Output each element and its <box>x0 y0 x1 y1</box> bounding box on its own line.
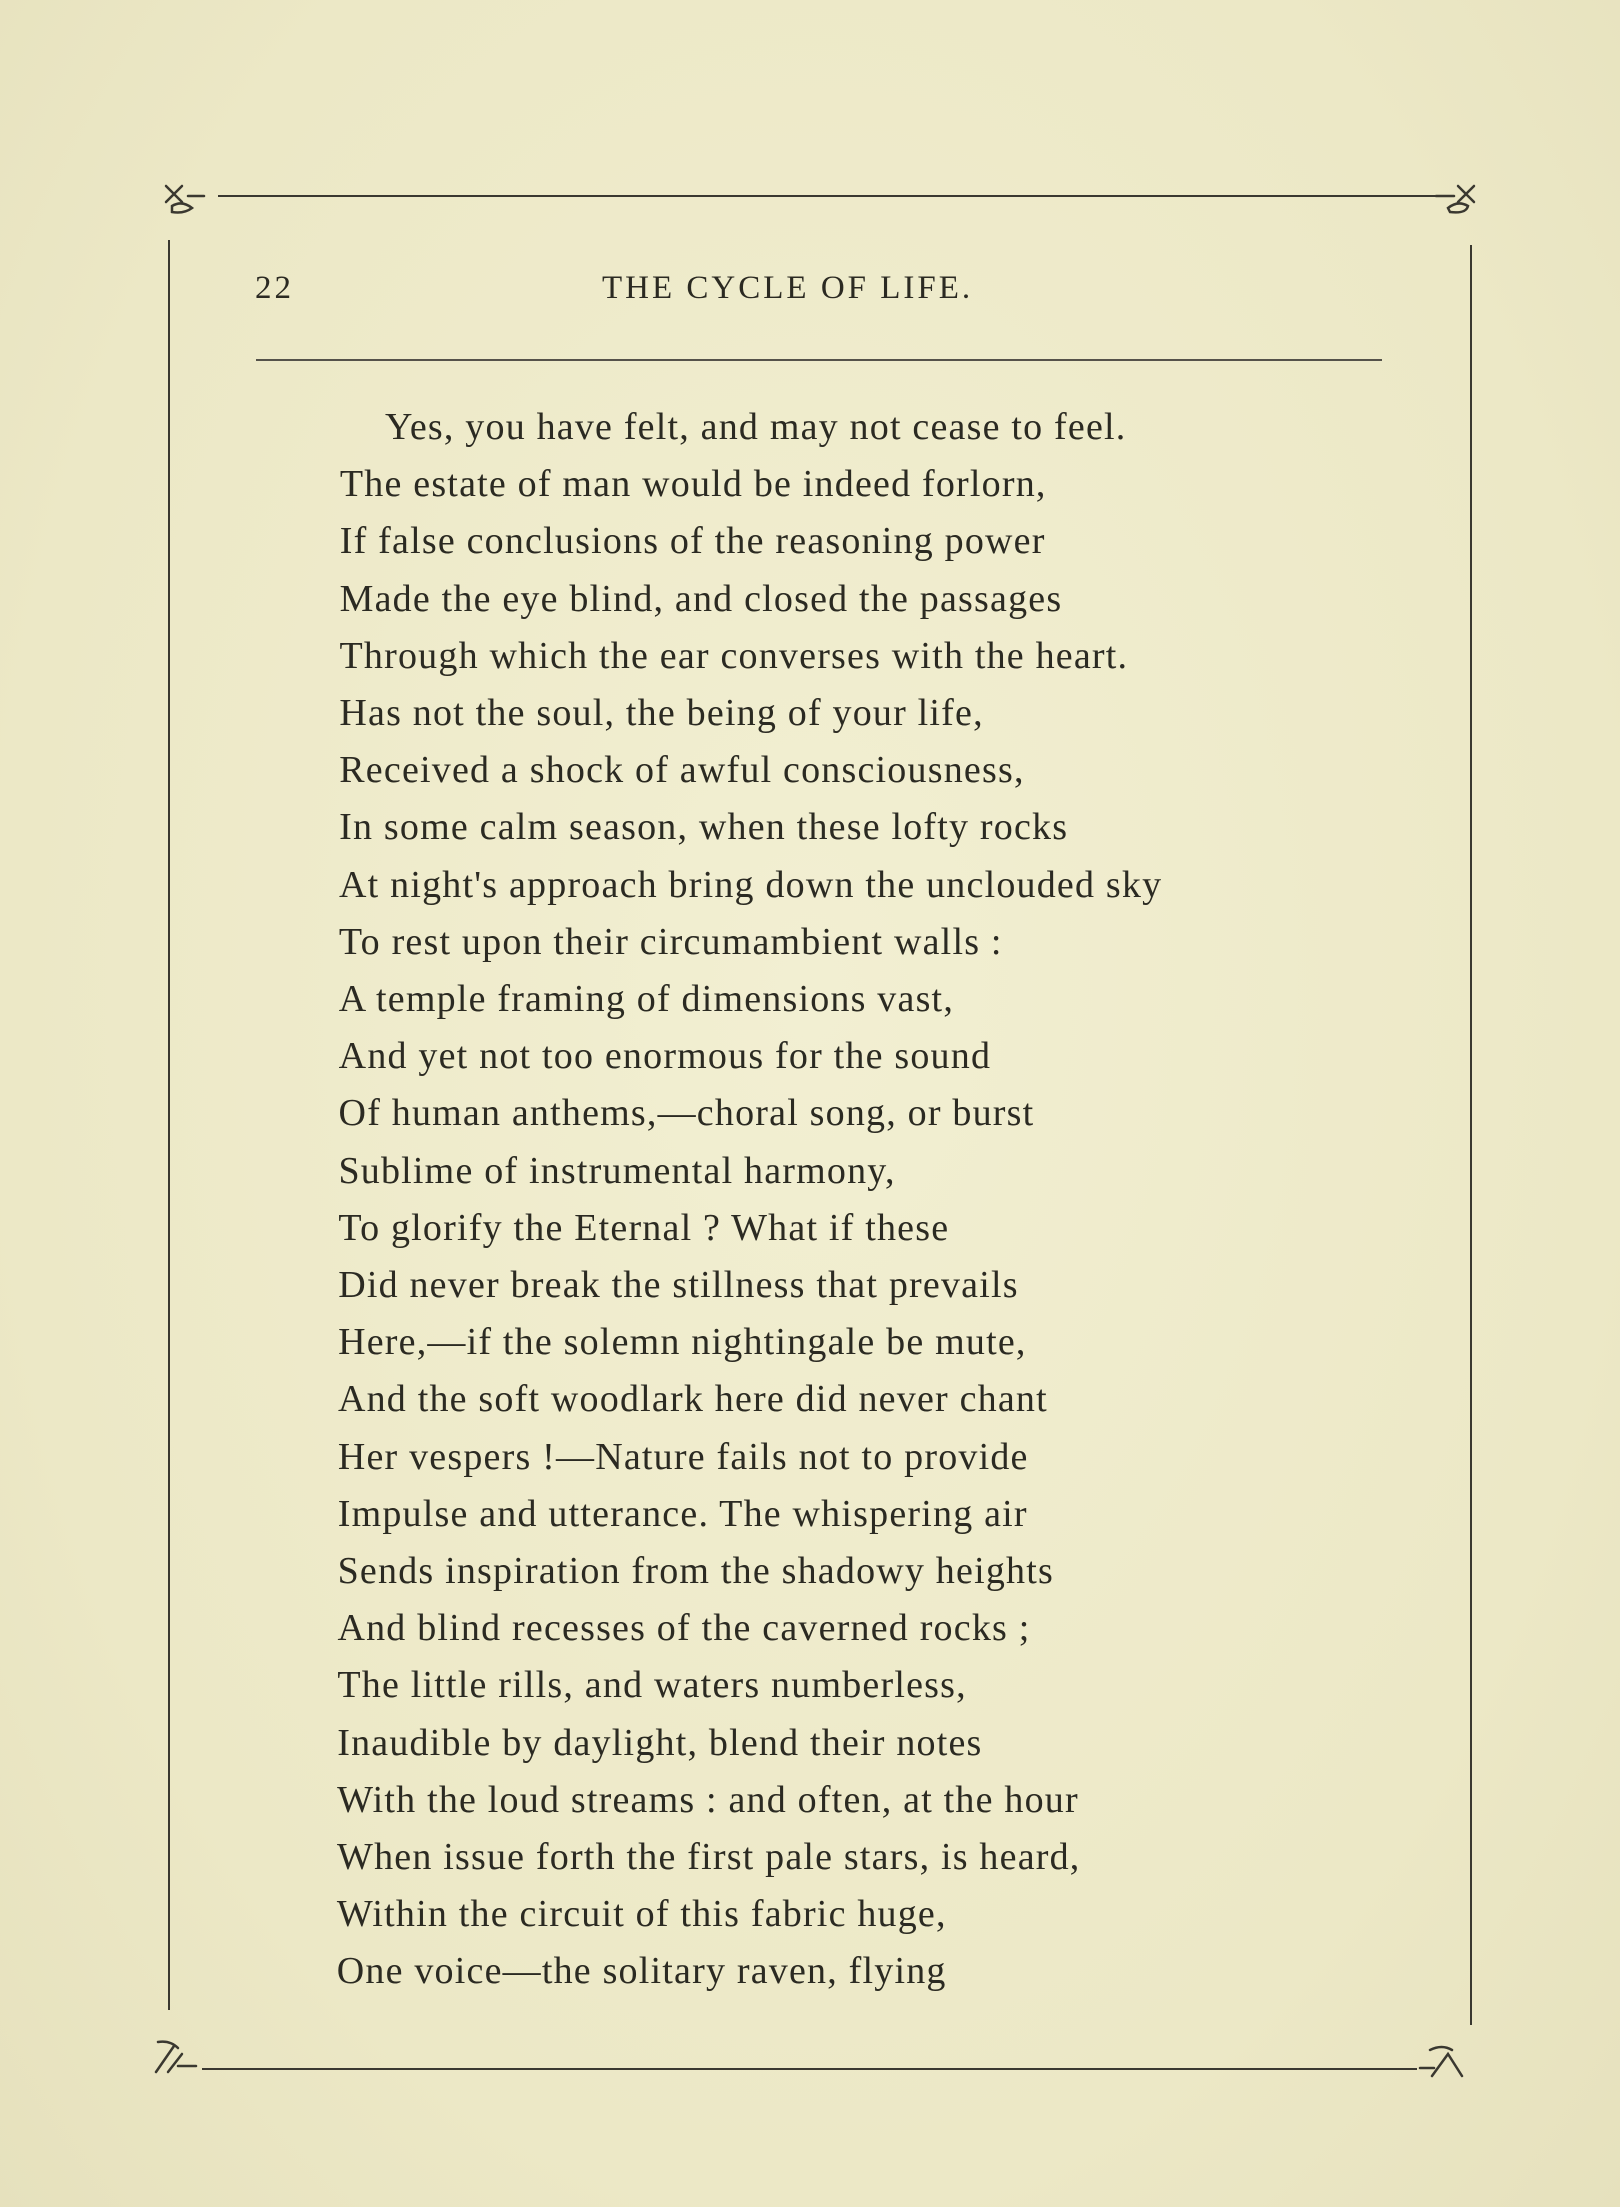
poem-line: Did never break the stillness that prevails <box>338 1264 1019 1306</box>
poem-line: The estate of man would be indeed forlorn, <box>339 463 1047 506</box>
corner-ornament-icon <box>1418 2036 1468 2086</box>
frame-top-rule <box>218 195 1435 197</box>
running-head <box>0 270 1620 320</box>
poem-line: Her vespers !—Nature fails not to provide <box>337 1435 1029 1478</box>
poem-line: Through which the ear converses with the heart. <box>339 634 1129 677</box>
poem-line: With the loud streams : and often, at the hour <box>337 1778 1079 1821</box>
frame-bottom-rule <box>202 2068 1417 2070</box>
poem-line: One voice—the solitary raven, flying <box>336 1950 947 1993</box>
running-title: THE CYCLE OF LIFE. <box>602 270 974 306</box>
poem-line: Impulse and utterance. The whispering air <box>337 1492 1028 1535</box>
corner-ornament-icon <box>148 2032 198 2082</box>
corner-ornament-icon <box>1432 176 1482 226</box>
poem-line: When issue forth the first pale stars, is heard, <box>337 1836 1081 1878</box>
poem-line: Made the eye blind, and closed the passages <box>339 577 1063 620</box>
poem-line: Of human anthems,—choral song, or burst <box>338 1092 1035 1135</box>
poem-line: Here,—if the solemn nightingale be mute, <box>338 1321 1027 1364</box>
poem-line: And the soft woodlark here did never chant <box>337 1378 1048 1421</box>
poem-line: In some calm season, when these lofty rocks <box>339 806 1069 849</box>
poem-line: And yet not too enormous for the sound <box>338 1035 992 1078</box>
poem-line: Inaudible by daylight, blend their notes <box>337 1721 983 1764</box>
poem-line: And blind recesses of the caverned rocks ; <box>337 1607 1031 1650</box>
poem-line: If false conclusions of the reasoning power <box>339 520 1046 563</box>
poem-line: At night's approach bring down the unclouded sky <box>339 863 1163 906</box>
poem-line: Has not the soul, the being of your life, <box>339 692 984 734</box>
corner-ornament-icon <box>158 176 208 226</box>
poem-line: Sends inspiration from the shadowy heights <box>337 1550 1054 1592</box>
header-rule <box>256 359 1382 361</box>
poem-line: Sublime of instrumental harmony, <box>338 1149 896 1192</box>
poem-line: Received a shock of awful consciousness, <box>339 749 1025 792</box>
poem-line: Within the circuit of this fabric huge, <box>336 1893 947 1936</box>
poem-line: A temple framing of dimensions vast, <box>338 978 955 1020</box>
page-number: 22 <box>255 270 294 306</box>
poem-line: To rest upon their circumambient walls : <box>338 920 1003 963</box>
poem-line: Yes, you have felt, and may not cease to feel. <box>385 406 1127 448</box>
poem-line: The little rills, and waters numberless, <box>337 1664 967 1707</box>
frame-right-rule <box>1470 245 1472 2025</box>
poem-line: To glorify the Eternal ? What if these <box>338 1206 950 1249</box>
frame-left-rule <box>168 240 170 2010</box>
